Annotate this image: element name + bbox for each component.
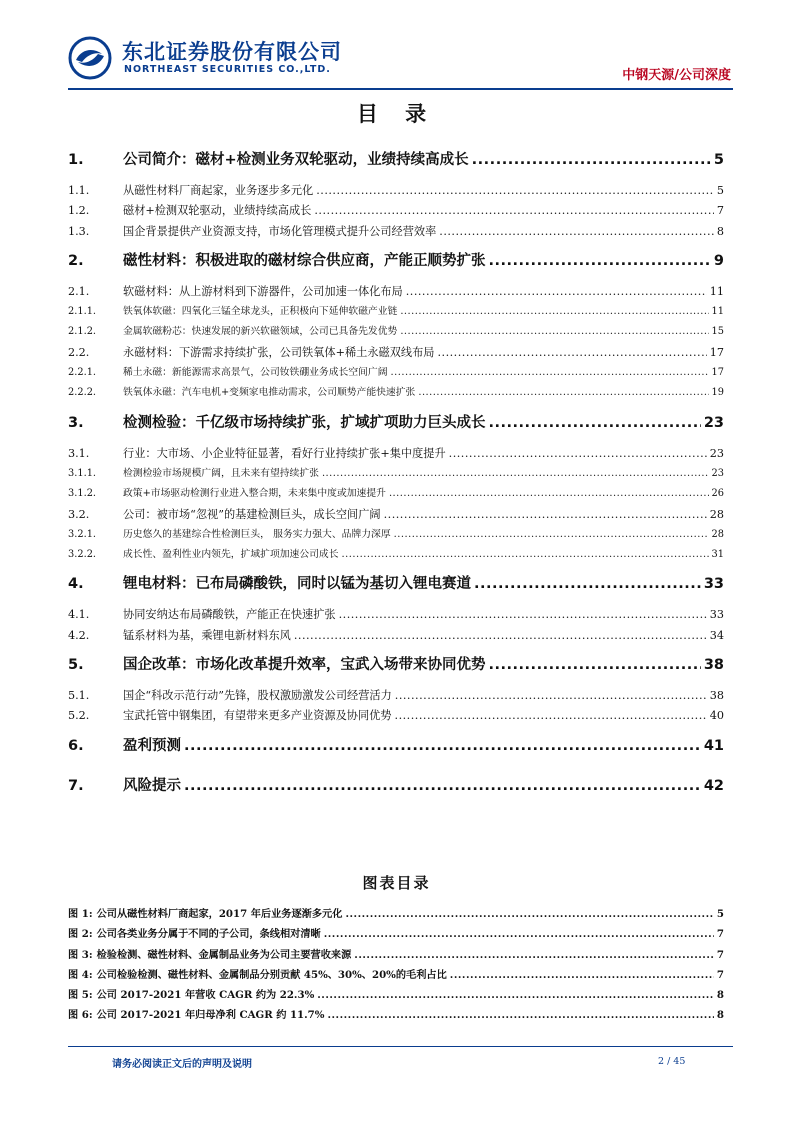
toc-entry[interactable] — [68, 283, 724, 303]
toc-entry-number: 1.2. — [68, 204, 90, 218]
figures-title: 图表目录 — [362, 874, 431, 892]
figure-entry-page: 8 — [716, 1009, 724, 1022]
figure-entry[interactable] — [68, 966, 724, 986]
toc-entry-text: 检测检验市场规模广阔，且未来有望持续扩张 — [123, 467, 319, 479]
toc-entry[interactable] — [68, 707, 724, 727]
company-logo-icon — [68, 36, 112, 80]
toc-entry-leader — [400, 306, 708, 317]
toc-entry[interactable] — [68, 405, 724, 445]
figure-entry-text: 检验检测、磁性材料、金属制品业务为公司主要营收来源 — [96, 948, 352, 961]
toc-entry-page: 15 — [711, 326, 724, 338]
toc-entry-text: 协同安纳达布局磷酸铁，产能正在快速扩张 — [123, 608, 336, 622]
toc-entry-page: 11 — [711, 306, 724, 318]
page-header — [68, 28, 733, 86]
toc-entry-text: 盈利预测 — [123, 737, 181, 754]
toc-entry-page: 19 — [711, 387, 724, 399]
toc-entry-number: 2. — [68, 252, 84, 269]
figure-entry[interactable] — [68, 986, 724, 1006]
figure-entry-number: 图 5: — [68, 989, 93, 1002]
toc-entry-page: 33 — [703, 576, 724, 593]
toc-entry-number: 1.1. — [68, 184, 90, 197]
toc-entry[interactable] — [68, 243, 724, 283]
toc-entry-text: 锰系材料为基，乘锂电新材料东风 — [123, 628, 291, 642]
figure-entry-page: 5 — [716, 908, 724, 920]
figure-entry-page: 8 — [716, 989, 724, 1002]
toc-entry-number: 1. — [68, 152, 84, 168]
toc-entry-page: 5 — [713, 152, 724, 168]
footer-disclaimer: 请务必阅读正文后的声明及说明 — [112, 1059, 252, 1070]
toc-entry-leader — [474, 576, 701, 592]
toc-entry-leader — [322, 468, 709, 479]
figure-entry-number: 图 2: — [68, 928, 93, 941]
toc-entry-leader — [384, 508, 707, 521]
toc-entry-leader — [449, 447, 707, 460]
toc-entry-page: 41 — [703, 737, 724, 754]
toc-entry-text: 历史悠久的基建综合性检测巨头， 服务实力强大、品牌力深厚 — [123, 528, 391, 540]
toc-entry-number: 4.1. — [68, 608, 90, 622]
toc-entry-page: 38 — [709, 689, 724, 703]
figure-entry-leader — [327, 1009, 713, 1021]
toc-entry[interactable] — [68, 323, 724, 343]
toc-entry-leader — [437, 346, 706, 359]
figure-entry-number: 图 3: — [68, 948, 93, 961]
toc-entry-number: 2.1.1. — [68, 306, 97, 318]
figure-entry-text: 公司各类业务分属于不同的子公司，条线相对清晰 — [96, 928, 321, 941]
figure-entry-number: 图 6: — [68, 1009, 93, 1022]
toc-entry-leader — [472, 152, 711, 168]
figure-entry-page: 7 — [716, 948, 724, 961]
toc-entry-page: 23 — [709, 446, 724, 460]
toc-entry[interactable] — [68, 364, 724, 384]
toc-entry[interactable] — [68, 465, 724, 485]
figure-entry-number: 图 1: — [68, 908, 93, 920]
figure-entry[interactable] — [68, 946, 724, 966]
toc-entry[interactable] — [68, 223, 724, 243]
toc-entry[interactable] — [68, 485, 724, 505]
toc-entry-text: 从磁性材料厂商起家，业务逐步多元化 — [123, 184, 314, 197]
toc-entry-number: 3.1.2. — [68, 488, 97, 500]
figure-entry-leader — [345, 908, 713, 920]
company-name-en: NORTHEAST SECURITIES CO.,LTD. — [124, 64, 331, 75]
toc-entry-page: 31 — [711, 549, 724, 561]
toc-entry-text: 风险提示 — [123, 777, 181, 794]
figure-entry-leader — [354, 949, 714, 961]
toc-entry-page: 23 — [711, 467, 724, 479]
toc-entry-text: 检测检验：千亿级市场持续扩张，扩域扩项助力巨头成长 — [123, 414, 486, 431]
toc-entry-text: 公司：被市场“忽视”的基建检测巨头，成长空间广阔 — [123, 507, 381, 521]
figures-list — [68, 905, 724, 1027]
figure-entry-page: 7 — [716, 968, 724, 981]
toc-entry-text: 稀土永磁：新能源需求高景气，公司钕铁硼业务成长空间广阔 — [123, 367, 388, 379]
toc-entry-number: 2.1. — [68, 284, 90, 298]
toc-entry-page: 42 — [703, 777, 724, 794]
toc-entry-leader — [395, 689, 707, 702]
toc-entry-leader — [489, 657, 701, 673]
toc-entry-text: 锂电材料：已布局磷酸铁，同时以锰为基切入锂电赛道 — [123, 576, 471, 593]
figure-entry-text: 公司 2017-2021 年营收 CAGR 约为 22.3% — [96, 989, 315, 1002]
figure-entry-number: 图 4: — [68, 968, 93, 981]
toc-entry[interactable] — [68, 182, 724, 202]
toc-entry-leader — [439, 225, 714, 238]
toc-entry-leader — [339, 608, 707, 621]
toc-entry-text: 行业：大市场、小企业特征显著，看好行业持续扩张+集中度提升 — [123, 446, 446, 460]
figure-entry-text: 公司从磁性材料厂商起家，2017 年后业务逐渐多元化 — [96, 908, 343, 920]
toc-entry-leader — [395, 709, 707, 722]
toc-entry-text: 软磁材料：从上游材料到下游器件，公司加速一体化布局 — [123, 284, 403, 298]
report-tag: 中钢天源/公司深度 — [622, 68, 731, 83]
figure-entry[interactable] — [68, 905, 724, 925]
toc-entry[interactable] — [68, 384, 724, 404]
toc-entry[interactable] — [68, 202, 724, 222]
toc-entry-text: 政策+市场驱动检测行业进入整合期，未来集中度或加速提升 — [123, 488, 386, 500]
toc-entry-leader — [294, 629, 707, 642]
toc-entry[interactable] — [68, 445, 724, 465]
toc-entry-leader — [184, 738, 701, 754]
toc-entry-text: 国企改革：市场化改革提升效率，宝武入场带来协同优势 — [123, 657, 486, 674]
toc-entry-page: 23 — [703, 414, 724, 431]
toc-entry-text: 公司简介：磁材+检测业务双轮驱动，业绩持续高成长 — [123, 152, 469, 168]
footer-divider — [68, 1046, 733, 1047]
toc-entry-page: 8 — [716, 224, 724, 238]
toc-entry[interactable] — [68, 606, 724, 626]
toc-entry-text: 磁材+检测双轮驱动，业绩持续高成长 — [123, 204, 312, 218]
toc-entry[interactable] — [68, 647, 724, 687]
toc-entry[interactable] — [68, 768, 724, 808]
toc-entry-page: 26 — [711, 488, 724, 500]
toc-entry[interactable] — [68, 566, 724, 606]
toc-entry-text: 国企“科改示范行动”先锋，股权激励激发公司经营活力 — [123, 689, 392, 703]
company-name-cn: 东北证券股份有限公司 — [122, 40, 342, 64]
toc-entry-page: 34 — [709, 628, 724, 642]
toc-entry-leader — [406, 285, 707, 298]
figure-entry[interactable] — [68, 1006, 724, 1026]
toc-entry-leader — [342, 549, 709, 560]
toc-entry[interactable] — [68, 142, 724, 182]
toc-entry-page: 17 — [711, 367, 724, 379]
figure-entry[interactable] — [68, 925, 724, 945]
toc-entry-leader — [489, 415, 701, 431]
toc-entry[interactable] — [68, 728, 724, 768]
toc-entry-number: 7. — [68, 777, 84, 794]
toc-entry-page: 38 — [703, 657, 724, 674]
toc-entry-text: 铁氧体软磁：四氧化三锰全球龙头，正积极向下延伸软磁产业链 — [123, 306, 398, 318]
toc-entry-number: 3.2.2. — [68, 549, 97, 561]
toc-entry-number: 6. — [68, 737, 84, 754]
toc-entry-number: 4. — [68, 576, 84, 593]
toc-entry-page: 28 — [711, 528, 724, 540]
toc-entry-text: 永磁材料：下游需求持续扩张，公司铁氧体+稀土永磁双线布局 — [123, 345, 435, 359]
toc-entry-number: 4.2. — [68, 628, 90, 642]
toc-entry-text: 磁性材料：积极进取的磁材综合供应商，产能正顺势扩张 — [123, 252, 486, 269]
toc-entry-page: 5 — [716, 184, 724, 197]
table-of-contents — [68, 142, 724, 808]
toc-entry-page: 28 — [709, 507, 724, 521]
header-divider — [68, 88, 733, 90]
toc-entry-page: 9 — [713, 252, 724, 269]
toc-entry-page: 17 — [709, 345, 724, 359]
figure-entry-text: 公司检验检测、磁性材料、金属制品分别贡献 45%、30%、20%的毛利占比 — [96, 968, 447, 981]
toc-entry-number: 2.2.1. — [68, 367, 97, 379]
toc-entry-leader — [418, 387, 708, 398]
toc-entry-page: 33 — [709, 608, 724, 622]
toc-entry-text: 铁氧体永磁：汽车电机+变频家电推动需求，公司顺势产能快速扩张 — [123, 387, 416, 399]
toc-entry-leader — [391, 367, 709, 378]
toc-entry[interactable] — [68, 344, 724, 364]
figure-entry-leader — [450, 969, 714, 981]
toc-entry-text: 宝武托管中钢集团，有望带来更多产业资源及协同优势 — [123, 709, 392, 723]
figure-entry-leader — [317, 989, 714, 1001]
toc-entry-leader — [389, 488, 709, 499]
toc-entry-leader — [489, 253, 711, 269]
page-indicator: 2 / 45 — [658, 1056, 686, 1067]
toc-entry-text: 国企背景提供产业资源支持，市场化管理模式提升公司经营效率 — [123, 224, 437, 238]
figure-entry-leader — [324, 928, 714, 940]
toc-entry-leader — [394, 529, 709, 540]
toc-entry-number: 2.2. — [68, 345, 90, 359]
figure-entry-text: 公司 2017-2021 年归母净利 CAGR 约 11.7% — [96, 1009, 325, 1022]
toc-entry-number: 2.2.2. — [68, 387, 97, 399]
toc-entry[interactable] — [68, 303, 724, 323]
toc-entry-page: 40 — [709, 709, 724, 723]
toc-entry-number: 3.1. — [68, 446, 90, 460]
toc-entry[interactable] — [68, 687, 724, 707]
toc-entry-number: 3.2.1. — [68, 528, 97, 540]
toc-entry-number: 2.1.2. — [68, 326, 97, 338]
toc-entry-page: 11 — [709, 284, 724, 298]
toc-entry-leader — [316, 184, 714, 197]
toc-entry-leader — [184, 778, 701, 794]
toc-entry-leader — [400, 326, 708, 337]
toc-entry-page: 7 — [716, 204, 724, 218]
toc-entry-number: 1.3. — [68, 224, 90, 238]
toc-entry-number: 5.2. — [68, 709, 90, 723]
figure-entry-page: 7 — [716, 928, 724, 941]
toc-entry[interactable] — [68, 526, 724, 546]
toc-entry-number: 5.1. — [68, 689, 90, 703]
toc-entry[interactable] — [68, 546, 724, 566]
toc-entry-number: 3.1.1. — [68, 467, 97, 479]
toc-entry-leader — [314, 204, 714, 217]
toc-entry-text: 成长性、盈利性业内领先，扩域扩项加速公司成长 — [123, 549, 339, 561]
toc-entry-number: 3.2. — [68, 507, 90, 521]
toc-entry[interactable] — [68, 506, 724, 526]
toc-entry-text: 金属软磁粉芯：快速发展的新兴软磁领域，公司已具备先发优势 — [123, 326, 398, 338]
toc-entry-number: 5. — [68, 657, 84, 674]
toc-entry-number: 3. — [68, 414, 84, 431]
toc-title: 目 录 — [356, 102, 437, 126]
toc-entry[interactable] — [68, 627, 724, 647]
